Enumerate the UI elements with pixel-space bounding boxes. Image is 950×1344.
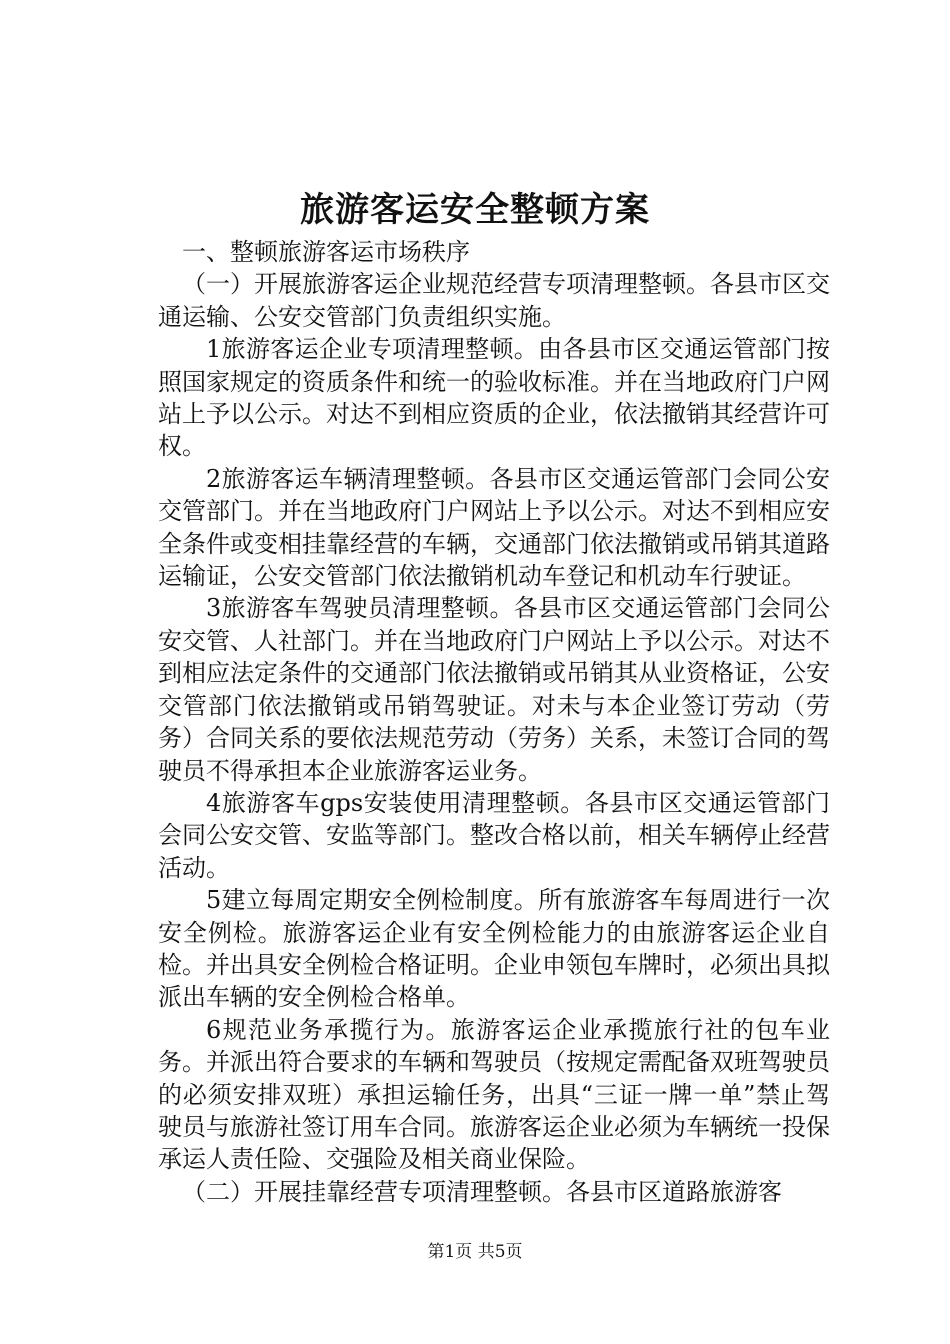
paragraph-item-3: 3旅游客车驾驶员清理整顿。各县市区交通运管部门会同公安交管、人社部门。并在当地政府门户网站上予以公示。对达不到相应法定条件的交通部门依法撤销或吊销其从业资格证，公安交管部门依法撤销或吊销驾驶证。对未与本企业签订劳动（劳务）合同关系的要依法规范劳动（劳务）关系，未签订合同的驾驶员不得承担本企业旅游客运业务。 [158,594,830,785]
paragraph-item-6: 6规范业务承揽行为。旅游客运企业承揽旅行社的包车业务。并派出符合要求的车辆和驾驶员（按规定需配备双班驾驶员的必须安排双班）承担运输任务，出具“三证一牌一单”禁止驾驶员与旅游社签订用车合同。旅游客运企业必须为车辆统一投保承运人责任险、交强险及相关商业保险。 [158,1015,830,1174]
paragraph-item-5: 5建立每周定期安全例检制度。所有旅游客车每周进行一次安全例检。旅游客运企业有安全例检能力的由旅游客运企业自检。并出具安全例检合格证明。企业申领包车牌时，必须出具拟派出车辆的安全例检合格单。 [158,886,830,1012]
document-title: 旅游客运安全整顿方案 [300,190,650,230]
subsection-heading: （一）开展旅游客运企业规范经营专项清理整顿。各县市区交通运输、公安交管部门负责组织实施。 [158,270,830,331]
paragraph-item-1: 1旅游客运企业专项清理整顿。由各县市区交通运管部门按照国家规定的资质条件和统一的验收标准。并在当地政府门户网站上予以公示。对达不到相应资质的企业，依法撤销其经营许可权。 [158,335,830,461]
page-footer: 第1页 共5页 [427,1242,523,1262]
section-heading: 一、整顿旅游客运市场秩序 [182,238,470,266]
paragraph-item-2: 2旅游客运车辆清理整顿。各县市区交通运管部门会同公安交管部门。并在当地政府门户网站上予以公示。对达不到相应安全条件或变相挂靠经营的车辆，交通部门依法撤销或吊销其道路运输证，公安交管部门依法撤销机动车登记和机动车行驶证。 [158,464,830,591]
subsection-heading-2: （二）开展挂靠经营专项清理整顿。各县市区道路旅游客 [182,1177,782,1206]
paragraph-item-4: 4旅游客车gps安装使用清理整顿。各县市区交通运管部门会同公安交管、安监等部门。整改合格以前，相关车辆停止经营活动。 [158,788,830,882]
document-body [158,236,830,1208]
